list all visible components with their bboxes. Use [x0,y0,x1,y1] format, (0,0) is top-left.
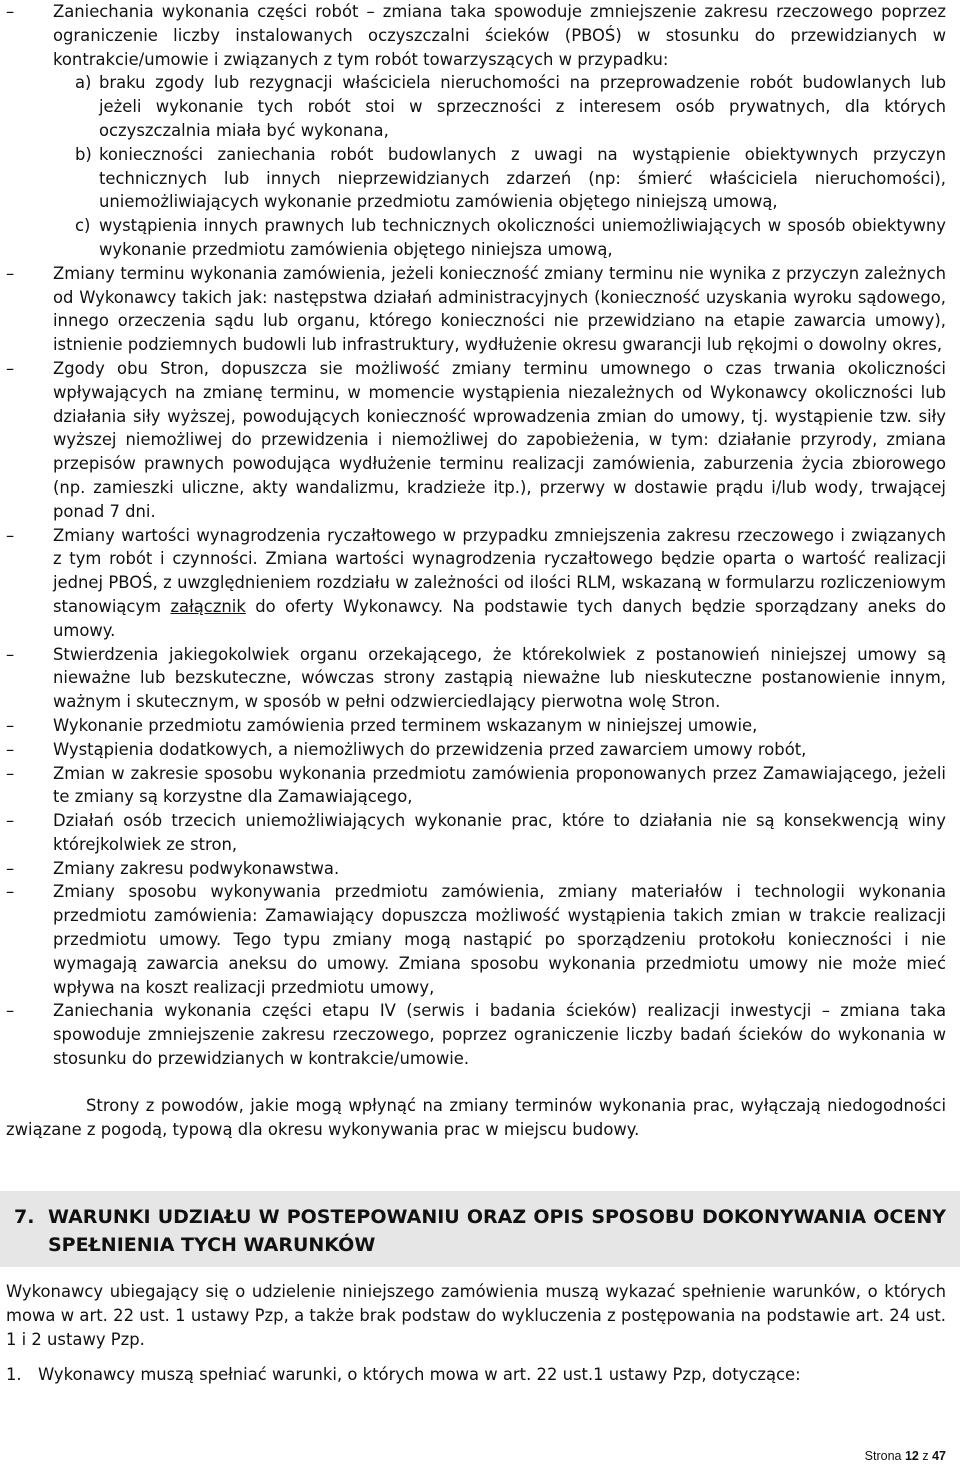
dash-bullet: – [6,263,15,283]
sub-item-text: braku zgody lub rezygnacji właściciela nieruchomości na przeprowadzenie robót budowlanych lub jeżeli wykonanie tych robót stoi w sprzeczności z interesem osób prywatnych, dla których oczyszczalnia miała być wykonana, [99,73,946,140]
requirement-number: 1. [6,1365,22,1384]
attachment-link[interactable]: załącznik [170,596,246,616]
list-item-text: Wykonanie przedmiotu zamówienia przed terminem wskazanym w niniejszej umowie, [53,715,758,735]
dash-bullet: – [6,715,15,735]
sub-item [75,71,946,142]
list-item [6,999,946,1070]
list-item [6,357,946,524]
sub-item-label: c) [75,216,91,236]
list-item-text: Działań osób trzecich uniemożliwiających wykonanie prac, które to działania nie są konsekwencją winy którejkolwiek ze stron, [53,811,946,854]
dash-bullet: – [6,525,15,545]
sub-item [75,143,946,214]
list-item [6,738,946,762]
list-item-text: Zmiany terminu wykonania zamówienia, jeżeli konieczność zmiany terminu nie wynika z przyczyn zależnych od Wykonawcy takich jak: następstwa działań administracyjnych (konieczność uzyskania wyroku sądowego, innego orzeczenia sądu lub organu, którego konieczności nie przewidziano na etapie zawarcia umowy), istnienie podziemnych budowli lub infrastruktury, wydłużenie okresu gwarancji lub rękojmi o dowolny okres, [53,263,946,355]
current-page-number: 12 [904,1449,919,1463]
sub-item-label: a) [75,73,92,93]
list-item [6,0,946,262]
dash-bullet: – [6,858,15,878]
requirement-text: Wykonawcy muszą spełniać warunki, o których mowa w art. 22 ust.1 ustawy Pzp, dotyczące: [38,1365,801,1384]
list-item-text: Stwierdzenia jakiegokolwiek organu orzekającego, że którekolwiek z postanowień niniejszej umowy są nieważne lub bezskuteczne, wówczas strony zastąpią nieważne lub nieskuteczne postanowienie innym, ważnym i skutecznym, w sposób w pełni odzwierciedlający pierwotna wolę Stron. [53,644,946,712]
list-item-text: Zaniechania wykonania części robót – zmiana taka spowoduje zmniejszenie zakresu rzeczowego poprzez ograniczenie liczby instalowanych oczyszczalni ścieków (PBOŚ) w stosunku do przewidzianych w kontrakcie/umowie i związanych z tym robót towarzyszących w przypadku: [53,2,946,69]
total-pages-number: 47 [932,1449,946,1463]
section-number: 7. [14,1206,35,1228]
list-item [6,262,946,357]
list-item-text: Wystąpienia dodatkowych, a niemożliwych do przewidzenia przed zawarciem umowy robót, [53,739,807,759]
requirement-item [6,1363,946,1387]
dash-bullet: – [6,763,15,783]
sub-item-label: b) [75,144,92,164]
list-item-text [53,524,946,643]
list-item [6,762,946,810]
sub-item-text: konieczności zaniechania robót budowlanych z uwagi na wystąpienie obiektywnych przyczyn technicznych lub innych nieprzewidzianych zdarzeń (np: śmierć właściciela nieruchomości), uniemożliwiających wykonanie przedmiotu zamówienia objętego niniejszą umową, [99,144,946,212]
list-item-text: Zmiany zakresu podwykonawstwa. [53,858,340,878]
list-item [6,880,946,999]
sub-item-text: wystąpienia innych prawnych lub technicznych okoliczności uniemożliwiających w sposób obiektywny wykonanie przedmiotu zamówienia objętego niniejsza umową, [99,216,946,259]
page-label: Strona [864,1449,902,1463]
section-title: WARUNKI UDZIAŁU W POSTEPOWANIU ORAZ OPIS SPOSOBU DOKONYWANIA OCENY SPEŁNIENIA TYCH WARUNKÓW [48,1206,946,1256]
section-heading [14,1203,946,1259]
list-item [6,809,946,857]
dash-bullet: – [6,811,15,831]
page-footer [865,1449,946,1463]
text-segment: do oferty Wykonawcy. Na podstawie tych danych będzie sporządzany aneks do umowy. [53,596,946,640]
dash-bullet: – [6,882,15,902]
list-item-text: Zmiany sposobu wykonywania przedmiotu zamówienia, zmiany materiałów i technologii wykonania przedmiotu zamówienia: Zamawiający dopuszcza możliwość wystąpienia takich zmian w trakcie realizacji przedmiotu umowy. Tego typu zmiany mogą nastąpić po sporządzeniu protokołu konieczności i nie wymagają zawarcia aneksu do umowy. Zmiana sposobu wykonania przedmiotu umowy nie może mieć wpływa na koszt realizacji przedmiotu umowy, [53,882,946,997]
list-item [6,524,946,643]
intro-paragraph: Wykonawcy ubiegający się o udzielenie niniejszego zamówienia muszą wykazać spełnienie warunków, o których mowa w art. 22 ust. 1 ustawy Pzp, a także brak podstaw do wykluczenia z postępowania na podstawie art. 24 ust. 1 i 2 ustawy Pzp. [6,1282,946,1349]
dash-bullet: – [6,739,15,759]
change-conditions-list [6,0,946,1071]
list-item-text: Zaniechania wykonania części etapu IV (serwis i badania ścieków) realizacji inwestycji – zmiana taka spowoduje zmniejszenie zakresu rzeczowego, poprzez ograniczenie liczby badań ścieków do wykonania w stosunku do przewidzianych w kontrakcie/umowie. [53,1001,946,1069]
list-item [6,714,946,738]
list-item [6,857,946,881]
closing-paragraph: Strony z powodów, jakie mogą wpłynąć na zmiany terminów wykonania prac, wyłączają niedogodności związane z pogodą, typową dla okresu wykonywania prac w miejscu budowy. [6,1096,946,1139]
dash-bullet: – [6,1001,15,1021]
text-segment: Zmiany wartości wynagrodzenia ryczałtowego w przypadku zmniejszenia zakresu rzeczowego i związanych z tym robót i czynności. Zmiana wartości wynagrodzenia ryczałtowego będzie oparta o wartość realizacji jednej PBOŚ, z uwzględnieniem rozdziału w zależności od ilości RLM, wskazaną w formularzu rozliczeniowym stanowiącym [53,525,946,616]
dash-bullet: – [6,644,15,664]
list-item-text: Zmian w zakresie sposobu wykonania przedmiotu zamówienia proponowanych przez Zamawiającego, jeżeli te zmiany są korzystne dla Zamawiającego, [53,763,946,807]
dash-bullet: – [6,2,15,21]
sub-item [75,214,946,262]
page-separator: z [922,1449,929,1463]
list-item-text: Zgody obu Stron, dopuszcza sie możliwość zmiany terminu umownego o czas trwania okoliczności wpływających na zmianę terminu, w momencie wystąpienia niezależnych od Wykonawcy okoliczności lub działania siły wyższej, powodujących konieczność wprowadzenia zmian do umowy, tj. wystąpienie tzw. siły wyższej niemożliwej do przewidzenia i niemożliwej do zapobieżenia, w tym: działanie przyrody, zmiana przepisów prawnych powodująca wydłużenie terminu realizacji zamówienia, zaburzenia życia zbiorowego (np. zamieszki uliczne, akty wandalizmu, kradzieże itp.), przerwy w dostawie prądu i/lub wody, trwającej ponad 7 dni. [53,358,946,521]
list-item [6,643,946,714]
dash-bullet: – [6,358,15,378]
